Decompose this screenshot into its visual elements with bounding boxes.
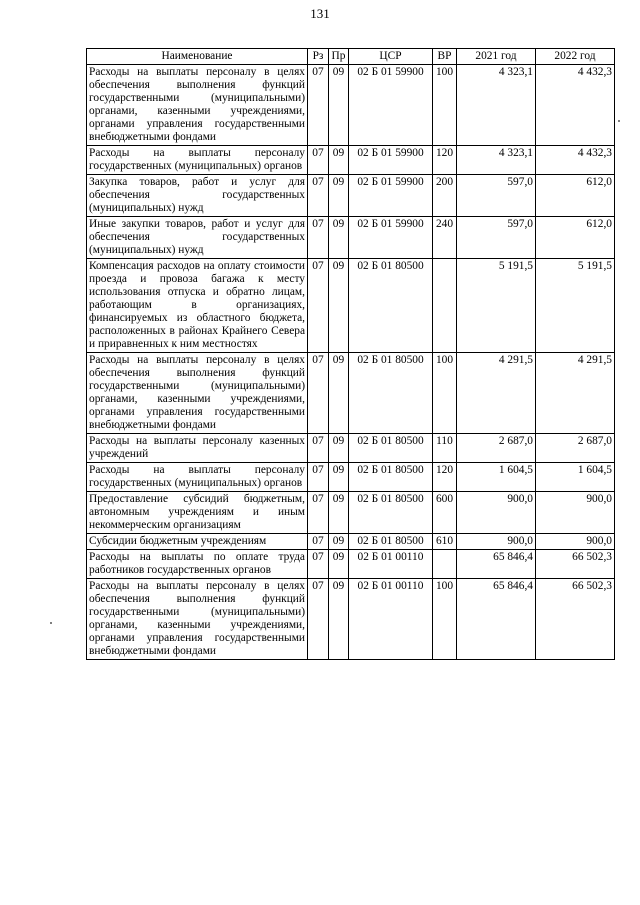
row-rz: 07 xyxy=(308,65,329,146)
row-pr: 09 xyxy=(329,146,349,175)
row-vr: 100 xyxy=(433,579,457,660)
row-vr: 120 xyxy=(433,146,457,175)
row-rz: 07 xyxy=(308,217,329,259)
row-2022: 66 502,3 xyxy=(536,579,615,660)
table-row xyxy=(87,463,615,492)
row-rz: 07 xyxy=(308,492,329,534)
row-vr: 610 xyxy=(433,534,457,550)
row-2022: 612,0 xyxy=(536,175,615,217)
row-csr: 02 Б 01 80500 xyxy=(349,534,433,550)
row-name: Расходы на выплаты персоналу в целях обеспечения выполнения функций государственными (муниципальными) органами, казенными учреждениями, органами управления государственными внебюджетными фондами xyxy=(87,353,308,434)
row-csr: 02 Б 01 80500 xyxy=(349,434,433,463)
row-2021: 900,0 xyxy=(457,492,536,534)
row-2021: 597,0 xyxy=(457,175,536,217)
row-2021: 5 191,5 xyxy=(457,259,536,353)
row-vr xyxy=(433,550,457,579)
header-csr: ЦСР xyxy=(349,49,433,65)
row-2021: 2 687,0 xyxy=(457,434,536,463)
row-csr: 02 Б 01 80500 xyxy=(349,259,433,353)
row-name: Предоставление субсидий бюджетным, автономным учреждениям и иным некоммерческим организациям xyxy=(87,492,308,534)
row-2022: 5 191,5 xyxy=(536,259,615,353)
scan-speck xyxy=(50,622,52,624)
table-row xyxy=(87,259,615,353)
header-vr: ВР xyxy=(433,49,457,65)
row-csr: 02 Б 01 00110 xyxy=(349,579,433,660)
row-2022: 2 687,0 xyxy=(536,434,615,463)
scan-speck xyxy=(618,120,620,122)
row-2022: 900,0 xyxy=(536,492,615,534)
row-rz: 07 xyxy=(308,463,329,492)
page-number: 131 xyxy=(310,6,330,21)
table-row xyxy=(87,579,615,660)
row-rz: 07 xyxy=(308,434,329,463)
row-vr: 600 xyxy=(433,492,457,534)
row-rz: 07 xyxy=(308,259,329,353)
row-pr: 09 xyxy=(329,65,349,146)
row-csr: 02 Б 01 00110 xyxy=(349,550,433,579)
row-name: Компенсация расходов на оплату стоимости проезда и провоза багажа к месту использования отпуска и обратно лицам, работающим в организациях, финансируемых из областного бюджета, расположенных в районах Крайнего Севера и приравненных к ним местностях xyxy=(87,259,308,353)
row-2021: 900,0 xyxy=(457,534,536,550)
row-pr: 09 xyxy=(329,434,349,463)
row-vr: 240 xyxy=(433,217,457,259)
row-pr: 09 xyxy=(329,550,349,579)
row-vr: 110 xyxy=(433,434,457,463)
row-2021: 597,0 xyxy=(457,217,536,259)
row-csr: 02 Б 01 59900 xyxy=(349,175,433,217)
row-2021: 4 323,1 xyxy=(457,146,536,175)
header-name: Наименование xyxy=(87,49,308,65)
table-row xyxy=(87,534,615,550)
row-name: Расходы на выплаты персоналу в целях обеспечения выполнения функций государственными (муниципальными) органами, казенными учреждениями, органами управления государственными внебюджетными фондами xyxy=(87,65,308,146)
row-pr: 09 xyxy=(329,353,349,434)
table-row xyxy=(87,217,615,259)
row-vr: 100 xyxy=(433,353,457,434)
row-2022: 66 502,3 xyxy=(536,550,615,579)
row-csr: 02 Б 01 59900 xyxy=(349,217,433,259)
row-vr: 120 xyxy=(433,463,457,492)
row-csr: 02 Б 01 59900 xyxy=(349,146,433,175)
row-pr: 09 xyxy=(329,492,349,534)
row-rz: 07 xyxy=(308,550,329,579)
row-name: Расходы на выплаты персоналу государственных (муниципальных) органов xyxy=(87,463,308,492)
row-2022: 4 291,5 xyxy=(536,353,615,434)
row-name: Расходы на выплаты персоналу казенных учреждений xyxy=(87,434,308,463)
row-2021: 4 323,1 xyxy=(457,65,536,146)
row-name: Расходы на выплаты персоналу государственных (муниципальных) органов xyxy=(87,146,308,175)
table-row xyxy=(87,353,615,434)
row-2022: 4 432,3 xyxy=(536,146,615,175)
row-2021: 65 846,4 xyxy=(457,550,536,579)
table-row xyxy=(87,146,615,175)
table-header-row xyxy=(87,49,615,65)
row-2022: 1 604,5 xyxy=(536,463,615,492)
row-rz: 07 xyxy=(308,579,329,660)
table-row xyxy=(87,65,615,146)
row-rz: 07 xyxy=(308,353,329,434)
header-pr: Пр xyxy=(329,49,349,65)
row-csr: 02 Б 01 80500 xyxy=(349,492,433,534)
budget-table xyxy=(86,48,615,660)
row-pr: 09 xyxy=(329,175,349,217)
row-vr: 200 xyxy=(433,175,457,217)
row-name: Расходы на выплаты по оплате труда работников государственных органов xyxy=(87,550,308,579)
row-rz: 07 xyxy=(308,146,329,175)
header-rz: Рз xyxy=(308,49,329,65)
row-pr: 09 xyxy=(329,579,349,660)
row-name: Субсидии бюджетным учреждениям xyxy=(87,534,308,550)
row-vr xyxy=(433,259,457,353)
row-csr: 02 Б 01 80500 xyxy=(349,463,433,492)
row-pr: 09 xyxy=(329,217,349,259)
row-pr: 09 xyxy=(329,463,349,492)
row-2022: 900,0 xyxy=(536,534,615,550)
row-name: Иные закупки товаров, работ и услуг для обеспечения государственных (муниципальных) нужд xyxy=(87,217,308,259)
row-2021: 4 291,5 xyxy=(457,353,536,434)
row-csr: 02 Б 01 59900 xyxy=(349,65,433,146)
table-row xyxy=(87,492,615,534)
row-pr: 09 xyxy=(329,259,349,353)
row-csr: 02 Б 01 80500 xyxy=(349,353,433,434)
row-rz: 07 xyxy=(308,175,329,217)
row-vr: 100 xyxy=(433,65,457,146)
table-row xyxy=(87,175,615,217)
row-2022: 612,0 xyxy=(536,217,615,259)
row-pr: 09 xyxy=(329,534,349,550)
table-row xyxy=(87,434,615,463)
header-2022: 2022 год xyxy=(536,49,615,65)
row-2021: 1 604,5 xyxy=(457,463,536,492)
row-name: Закупка товаров, работ и услуг для обеспечения государственных (муниципальных) нужд xyxy=(87,175,308,217)
row-rz: 07 xyxy=(308,534,329,550)
row-name: Расходы на выплаты персоналу в целях обеспечения выполнения функций государственными (муниципальными) органами, казенными учреждениями, органами управления государственными внебюджетными фондами xyxy=(87,579,308,660)
row-2021: 65 846,4 xyxy=(457,579,536,660)
header-2021: 2021 год xyxy=(457,49,536,65)
table-row xyxy=(87,550,615,579)
row-2022: 4 432,3 xyxy=(536,65,615,146)
